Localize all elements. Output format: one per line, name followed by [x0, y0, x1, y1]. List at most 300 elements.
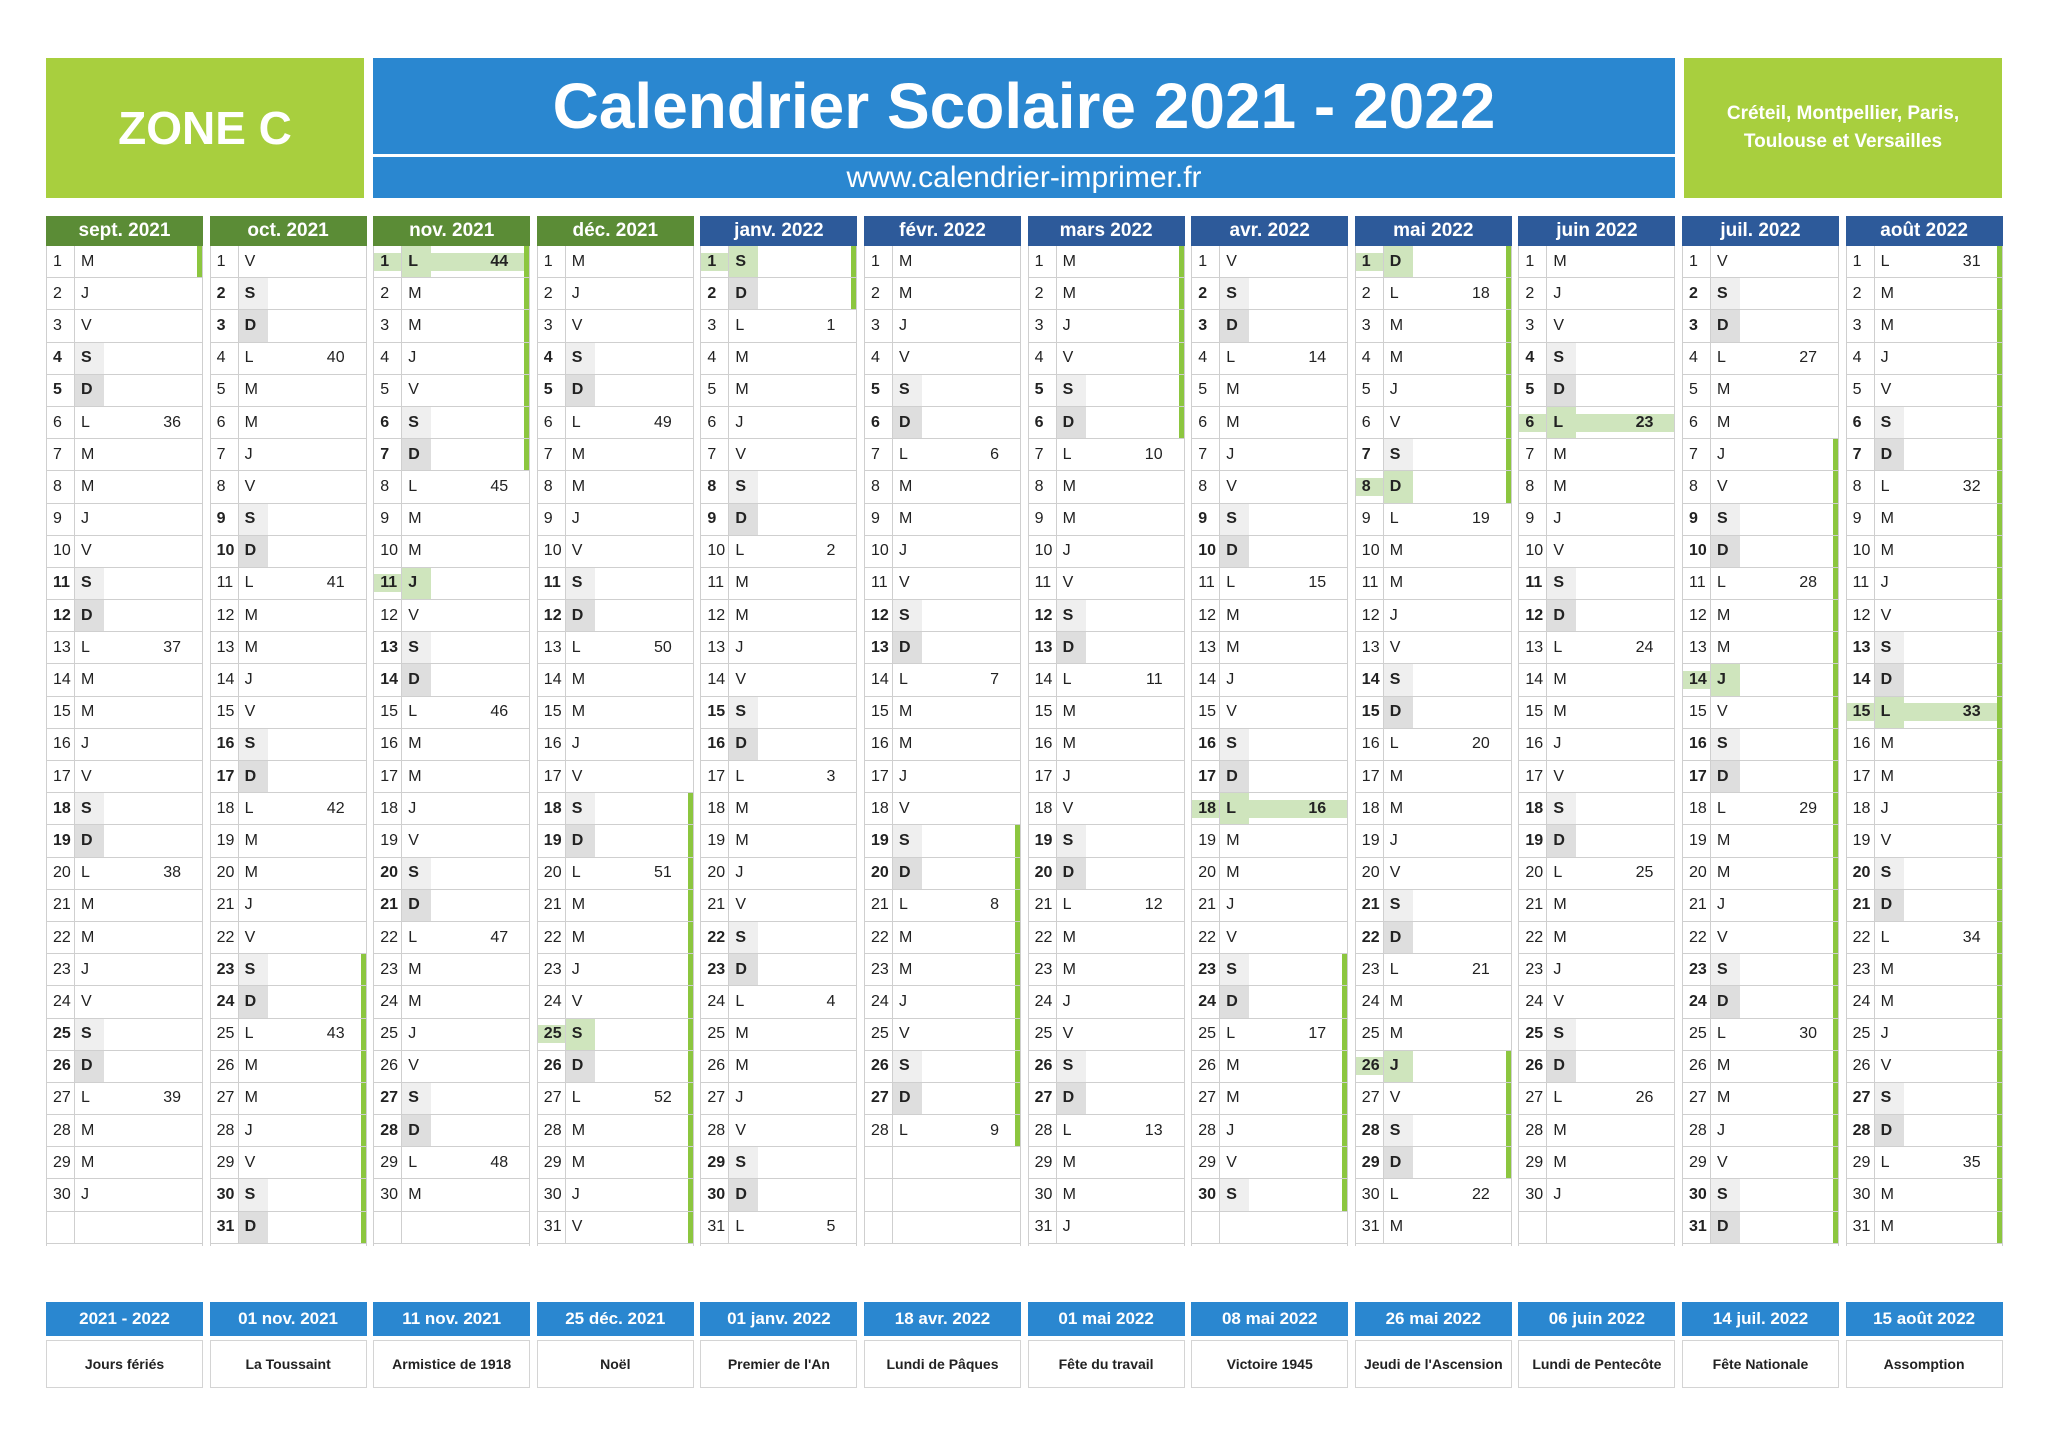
day-number: 19 — [871, 831, 889, 849]
vacation-marker — [524, 407, 530, 438]
vacation-marker — [524, 310, 530, 341]
day-row — [1518, 504, 1675, 536]
day-row — [210, 407, 367, 439]
day-letter: M — [401, 986, 431, 1017]
day-number: 3 — [380, 316, 390, 334]
month-column — [537, 216, 694, 1244]
day-letter: V — [1874, 375, 1904, 406]
day-letter: L — [238, 568, 268, 599]
vacation-marker — [1833, 1147, 1839, 1178]
day-letter: M — [1546, 1115, 1576, 1146]
day-number: 18 — [1034, 799, 1053, 817]
day-number: 7 — [707, 445, 717, 463]
day-number: 17 — [543, 767, 562, 785]
vacation-marker — [1997, 310, 2003, 341]
day-row — [1518, 793, 1675, 825]
day-letter: D — [728, 729, 758, 760]
week-number: 4 — [826, 992, 836, 1010]
day-number: 15 — [216, 703, 235, 721]
day-number: 27 — [1198, 1089, 1216, 1107]
day-letter: M — [1383, 310, 1413, 341]
day-number: 12 — [543, 606, 562, 624]
day-row — [1028, 761, 1185, 793]
day-letter: L — [1710, 1019, 1740, 1050]
day-letter: M — [1383, 536, 1413, 567]
day-letter: M — [1874, 1179, 1904, 1210]
day-row — [1028, 729, 1185, 761]
month-column — [1518, 216, 1675, 1244]
day-row — [1191, 536, 1348, 568]
day-row — [864, 471, 1021, 503]
day-row — [864, 310, 1021, 342]
vacation-marker — [851, 246, 857, 277]
day-row — [1191, 246, 1348, 278]
zone-label: ZONE C — [46, 58, 364, 198]
day-letter: M — [238, 858, 268, 889]
day-letter: V — [1056, 1019, 1086, 1050]
day-number: 15 — [543, 703, 562, 721]
day-number: 8 — [216, 477, 226, 495]
day-row — [864, 697, 1021, 729]
day-row — [1846, 568, 2003, 600]
day-number: 1 — [543, 252, 553, 270]
day-number: 8 — [871, 477, 880, 495]
day-number: 19 — [1034, 831, 1053, 849]
day-row — [210, 922, 367, 954]
day-number: 20 — [1689, 864, 1707, 882]
day-number: 12 — [1034, 606, 1053, 624]
day-row — [210, 697, 367, 729]
day-number: 21 — [380, 896, 398, 914]
day-row — [1191, 439, 1348, 471]
day-letter: V — [1383, 1083, 1413, 1114]
day-row — [700, 375, 857, 407]
day-row — [1355, 1147, 1512, 1179]
day-row — [1846, 407, 2003, 439]
day-letter: S — [892, 600, 922, 631]
day-letter: S — [1710, 278, 1740, 309]
day-letter: S — [401, 1083, 431, 1114]
day-row — [46, 1147, 203, 1179]
day-letter: L — [1219, 1019, 1249, 1050]
vacation-marker — [1997, 536, 2003, 567]
day-row — [1682, 471, 1839, 503]
day-number: 28 — [871, 1121, 889, 1139]
day-row — [1682, 664, 1839, 696]
day-number: 30 — [380, 1186, 398, 1204]
day-number: 16 — [380, 735, 398, 753]
day-number: 11 — [216, 574, 234, 592]
day-number: 3 — [1852, 316, 1862, 334]
day-number: 27 — [1852, 1089, 1871, 1107]
day-row — [373, 729, 530, 761]
week-number: 16 — [1249, 800, 1348, 818]
day-number: 2 — [707, 284, 717, 302]
day-number: 12 — [53, 606, 71, 624]
day-number: 23 — [707, 960, 726, 978]
day-letter: V — [1546, 761, 1576, 792]
day-row — [1846, 1115, 2003, 1147]
day-number: 16 — [1034, 735, 1053, 753]
day-number: 3 — [1689, 316, 1698, 334]
vacation-marker — [1997, 1212, 2003, 1243]
day-row — [210, 310, 367, 342]
day-letter: D — [1710, 1212, 1740, 1243]
day-row — [1518, 825, 1675, 857]
day-number: 3 — [53, 316, 62, 334]
week-number: 49 — [654, 413, 672, 431]
day-number: 7 — [380, 445, 390, 463]
vacation-marker — [1997, 697, 2003, 728]
day-letter: S — [1874, 407, 1904, 438]
day-row — [1355, 858, 1512, 890]
vacation-marker — [1833, 1115, 1839, 1146]
day-number: 27 — [543, 1089, 562, 1107]
day-number: 6 — [871, 413, 880, 431]
day-number: 6 — [53, 413, 62, 431]
day-number: 26 — [53, 1057, 71, 1075]
day-number: 14 — [707, 671, 726, 689]
day-letter: D — [1219, 986, 1249, 1017]
day-number: 6 — [707, 413, 717, 431]
vacation-marker — [1506, 407, 1512, 438]
day-row — [537, 825, 694, 857]
day-row — [700, 1019, 857, 1051]
day-row — [373, 986, 530, 1018]
vacation-marker — [688, 1051, 694, 1082]
day-number: 20 — [871, 864, 889, 882]
day-letter: J — [728, 858, 758, 889]
vacation-marker — [197, 246, 203, 277]
day-number: 21 — [53, 896, 71, 914]
day-row — [1355, 375, 1512, 407]
day-row — [210, 890, 367, 922]
day-letter: V — [1056, 343, 1086, 374]
day-number: 14 — [1198, 671, 1216, 689]
day-number: 22 — [53, 928, 71, 946]
vacation-marker — [1833, 793, 1839, 824]
day-number: 25 — [53, 1025, 71, 1043]
vacation-marker — [1342, 1147, 1348, 1178]
day-row — [1355, 922, 1512, 954]
day-letter: M — [892, 471, 922, 502]
day-number: 2 — [380, 284, 390, 302]
vacation-marker — [1833, 729, 1839, 760]
day-row — [373, 825, 530, 857]
vacation-marker — [1342, 1115, 1348, 1146]
day-letter: M — [1710, 858, 1740, 889]
day-letter: S — [238, 504, 268, 535]
day-letter: S — [74, 793, 104, 824]
day-row — [1518, 1212, 1675, 1244]
day-number: 7 — [543, 445, 553, 463]
day-letter: D — [1874, 1115, 1904, 1146]
day-number: 27 — [707, 1089, 726, 1107]
day-number: 24 — [543, 992, 562, 1010]
day-number: 9 — [1198, 510, 1208, 528]
day-row — [373, 858, 530, 890]
day-number: 4 — [1198, 349, 1208, 367]
day-number: 10 — [380, 542, 398, 560]
day-row — [373, 1179, 530, 1211]
day-row — [700, 1115, 857, 1147]
day-number: 5 — [871, 381, 880, 399]
day-letter: M — [1710, 1083, 1740, 1114]
day-letter: S — [1056, 825, 1086, 856]
day-number: 1 — [53, 252, 62, 270]
day-number: 5 — [53, 381, 62, 399]
day-row — [1846, 504, 2003, 536]
vacation-marker — [1833, 664, 1839, 695]
day-number: 8 — [1355, 478, 1383, 496]
day-number: 11 — [543, 574, 561, 592]
vacation-marker — [1997, 471, 2003, 502]
day-number: 5 — [1525, 381, 1535, 399]
day-letter: D — [238, 1212, 268, 1243]
day-row — [1518, 890, 1675, 922]
day-number: 9 — [1852, 510, 1862, 528]
day-row — [1682, 922, 1839, 954]
day-row — [1028, 697, 1185, 729]
day-row — [864, 278, 1021, 310]
day-number: 1 — [871, 252, 880, 270]
day-row — [864, 858, 1021, 890]
day-letter: M — [565, 1115, 595, 1146]
day-number: 15 — [871, 703, 889, 721]
day-letter: V — [1383, 858, 1413, 889]
day-letter: M — [1710, 600, 1740, 631]
day-row — [1191, 632, 1348, 664]
day-row — [1028, 439, 1185, 471]
day-row — [46, 246, 203, 278]
week-number: 3 — [826, 767, 836, 785]
day-letter: M — [892, 922, 922, 953]
day-row — [1846, 664, 2003, 696]
day-letter: M — [1546, 439, 1576, 470]
day-row — [864, 375, 1021, 407]
day-letter: M — [1546, 246, 1576, 277]
day-row — [1518, 471, 1675, 503]
day-letter: D — [74, 600, 104, 631]
day-letter: M — [401, 1179, 431, 1210]
day-row — [864, 632, 1021, 664]
day-number: 13 — [380, 638, 398, 656]
day-letter: D — [1546, 600, 1576, 631]
day-number: 10 — [1198, 542, 1216, 560]
day-row — [1355, 793, 1512, 825]
vacation-marker — [1015, 1019, 1021, 1050]
holiday-name: Fête du travail — [1028, 1340, 1185, 1388]
day-letter: V — [1710, 246, 1740, 277]
day-letter: M — [401, 278, 431, 309]
vacation-marker — [1342, 1019, 1348, 1050]
day-number: 21 — [1198, 896, 1216, 914]
week-number: 26 — [1635, 1089, 1654, 1107]
vacation-marker — [1015, 922, 1021, 953]
vacation-marker — [1997, 1051, 2003, 1082]
week-number: 39 — [163, 1089, 181, 1107]
day-number: 11 — [1198, 574, 1215, 592]
vacation-marker — [1506, 439, 1512, 470]
day-letter: J — [1546, 504, 1576, 535]
vacation-marker — [1833, 632, 1839, 663]
day-row — [1191, 1212, 1348, 1244]
day-letter: J — [892, 310, 922, 341]
holiday-name: Jeudi de l'Ascension — [1355, 1340, 1512, 1388]
holiday-name: Jours fériés — [46, 1340, 203, 1388]
day-number: 12 — [1361, 606, 1380, 624]
day-row — [1355, 568, 1512, 600]
vacation-marker — [1179, 310, 1185, 341]
day-row — [864, 1147, 1021, 1179]
day-row — [537, 793, 694, 825]
day-number: 29 — [216, 1153, 235, 1171]
day-number: 10 — [543, 542, 562, 560]
day-number: 22 — [543, 928, 562, 946]
day-letter: L — [1056, 439, 1086, 470]
day-number: 15 — [1525, 703, 1544, 721]
day-number: 16 — [543, 735, 562, 753]
day-row — [700, 1212, 857, 1244]
day-number: 8 — [1198, 477, 1208, 495]
day-row — [537, 343, 694, 375]
day-row — [1028, 1212, 1185, 1244]
day-row — [1518, 664, 1675, 696]
day-letter: V — [401, 600, 431, 631]
day-letter: S — [1710, 954, 1740, 985]
day-row — [1518, 246, 1675, 278]
day-letter: M — [401, 310, 431, 341]
day-row — [700, 407, 857, 439]
day-number: 15 — [1689, 703, 1707, 721]
month-column — [1846, 216, 2003, 1244]
day-row — [1028, 1179, 1185, 1211]
day-number: 26 — [216, 1057, 235, 1075]
day-row — [1846, 246, 2003, 278]
website-url[interactable]: www.calendrier-imprimer.fr — [373, 157, 1675, 198]
day-row — [1846, 1212, 2003, 1244]
week-number: 12 — [1144, 896, 1163, 914]
day-letter: D — [1056, 407, 1086, 438]
day-number: 10 — [53, 542, 71, 560]
day-row — [1191, 729, 1348, 761]
day-number: 23 — [871, 960, 889, 978]
day-number: 1 — [1852, 252, 1862, 270]
day-row — [1355, 1083, 1512, 1115]
day-number: 7 — [216, 445, 226, 463]
day-number: 15 — [53, 703, 71, 721]
week-number: 35 — [1962, 1153, 1981, 1171]
day-row — [1846, 793, 2003, 825]
vacation-marker — [1506, 471, 1512, 502]
day-letter: S — [1710, 729, 1740, 760]
day-number: 14 — [53, 671, 71, 689]
day-row — [1682, 407, 1839, 439]
holiday-name: Lundi de Pentecôte — [1518, 1340, 1675, 1388]
day-row — [537, 761, 694, 793]
vacation-marker — [361, 1083, 367, 1114]
day-number: 19 — [380, 831, 398, 849]
day-number: 28 — [216, 1121, 235, 1139]
day-row — [537, 922, 694, 954]
day-row — [373, 1083, 530, 1115]
day-letter: L — [1874, 1147, 1904, 1178]
day-row — [1028, 278, 1185, 310]
holiday-date: 01 janv. 2022 — [700, 1302, 857, 1336]
day-letter: M — [1219, 858, 1249, 889]
month-column — [1191, 216, 1348, 1244]
day-letter: L — [401, 471, 431, 502]
holiday-date: 14 juil. 2022 — [1682, 1302, 1839, 1336]
week-number: 14 — [1308, 349, 1327, 367]
day-letter: J — [238, 664, 268, 695]
day-row — [46, 439, 203, 471]
day-letter: D — [1874, 439, 1904, 470]
day-number: 7 — [1525, 445, 1535, 463]
day-number: 17 — [216, 767, 235, 785]
day-letter: M — [1219, 1083, 1249, 1114]
day-number: 21 — [1034, 896, 1053, 914]
day-row — [373, 632, 530, 664]
day-letter: D — [728, 504, 758, 535]
day-number: 25 — [1361, 1025, 1380, 1043]
week-number: 36 — [163, 413, 181, 431]
day-number: 12 — [1852, 606, 1871, 624]
day-number: 8 — [1034, 477, 1044, 495]
day-number: 5 — [1689, 381, 1698, 399]
day-letter: J — [238, 439, 268, 470]
month-column — [210, 216, 367, 1244]
day-number: 11 — [1034, 574, 1052, 592]
day-letter: S — [1874, 1083, 1904, 1114]
day-letter: M — [728, 825, 758, 856]
day-number: 6 — [543, 413, 553, 431]
day-number: 22 — [1689, 928, 1707, 946]
vacation-marker — [1506, 1051, 1512, 1082]
day-number: 5 — [1852, 381, 1862, 399]
day-letter: D — [1710, 536, 1740, 567]
day-letter: S — [1383, 664, 1413, 695]
vacation-marker — [361, 954, 367, 985]
vacation-marker — [361, 1051, 367, 1082]
vacation-marker — [1015, 825, 1021, 856]
holiday-date: 08 mai 2022 — [1191, 1302, 1348, 1336]
vacation-marker — [688, 858, 694, 889]
day-letter: L — [892, 439, 922, 470]
day-number: 5 — [707, 381, 717, 399]
day-letter: S — [892, 1051, 922, 1082]
day-row — [46, 890, 203, 922]
day-letter: V — [74, 986, 104, 1017]
day-number: 16 — [871, 735, 889, 753]
day-number: 25 — [1198, 1025, 1216, 1043]
day-number: 8 — [1525, 477, 1535, 495]
day-letter: J — [1219, 890, 1249, 921]
vacation-marker — [1833, 1179, 1839, 1210]
day-number: 9 — [1361, 510, 1371, 528]
day-row — [373, 1212, 530, 1244]
day-letter: L — [1383, 504, 1413, 535]
day-letter: J — [1710, 439, 1740, 470]
day-row — [1028, 825, 1185, 857]
day-row — [46, 1051, 203, 1083]
day-letter: L — [728, 536, 758, 567]
day-number: 25 — [1689, 1025, 1707, 1043]
day-letter: V — [728, 890, 758, 921]
day-row — [1518, 600, 1675, 632]
day-row — [864, 825, 1021, 857]
day-row — [537, 536, 694, 568]
